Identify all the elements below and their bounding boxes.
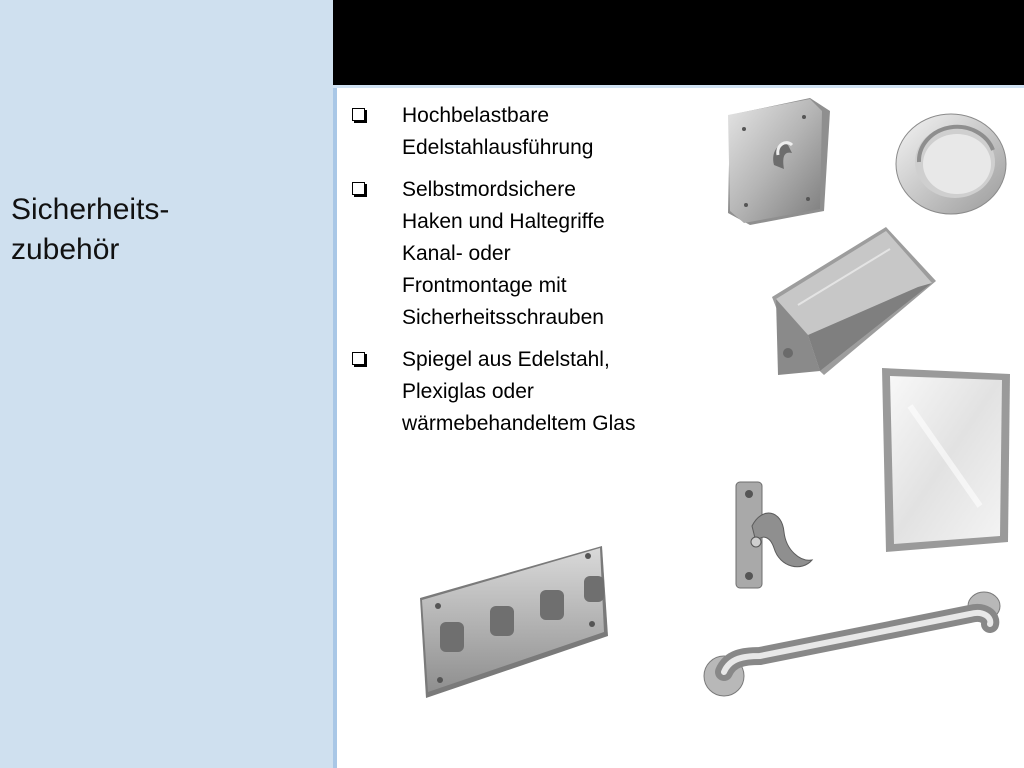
bullet-line: Selbstmordsichere xyxy=(402,178,576,201)
grab-bar-image xyxy=(700,588,1004,700)
slide-title-line-2: zubehör xyxy=(11,233,120,266)
wall-shelf-image xyxy=(768,225,940,380)
bullet-line: Haken und Haltegriffe xyxy=(402,210,605,233)
bullet-line: Sicherheitsschrauben xyxy=(402,306,604,329)
header-bar xyxy=(333,0,1024,85)
bullet-item xyxy=(352,174,712,334)
bullet-item xyxy=(352,100,712,164)
bullet-item xyxy=(352,344,712,440)
sidebar-panel xyxy=(0,0,333,768)
checkbox-bullet-icon xyxy=(352,182,365,195)
header-divider xyxy=(333,85,1024,88)
bullet-line: Kanal- oder xyxy=(402,242,511,265)
square-wall-hook-image xyxy=(722,93,834,233)
slide-title-line-1: Sicherheits- xyxy=(11,193,170,226)
bullet-line: Frontmontage mit xyxy=(402,274,567,297)
checkbox-bullet-icon xyxy=(352,352,365,365)
fold-down-hook-image xyxy=(722,476,817,594)
hook-strip-image xyxy=(416,540,612,702)
bullet-line: Plexiglas oder xyxy=(402,380,534,403)
bullet-line: Hochbelastbare xyxy=(402,104,550,127)
bullet-text xyxy=(402,174,712,334)
bullet-line: Spiegel aus Edelstahl, xyxy=(402,348,610,371)
slide-title xyxy=(11,190,326,270)
bullet-line: Edelstahlausführung xyxy=(402,136,594,159)
round-cup-holder-image xyxy=(893,110,1009,220)
sidebar-edge xyxy=(333,85,337,768)
bullet-text xyxy=(402,100,712,164)
bullet-text xyxy=(402,344,712,440)
checkbox-bullet-icon xyxy=(352,108,365,121)
framed-mirror-image xyxy=(880,366,1014,554)
bullet-list xyxy=(352,100,712,450)
bullet-line: wärmebehandeltem Glas xyxy=(402,412,636,435)
